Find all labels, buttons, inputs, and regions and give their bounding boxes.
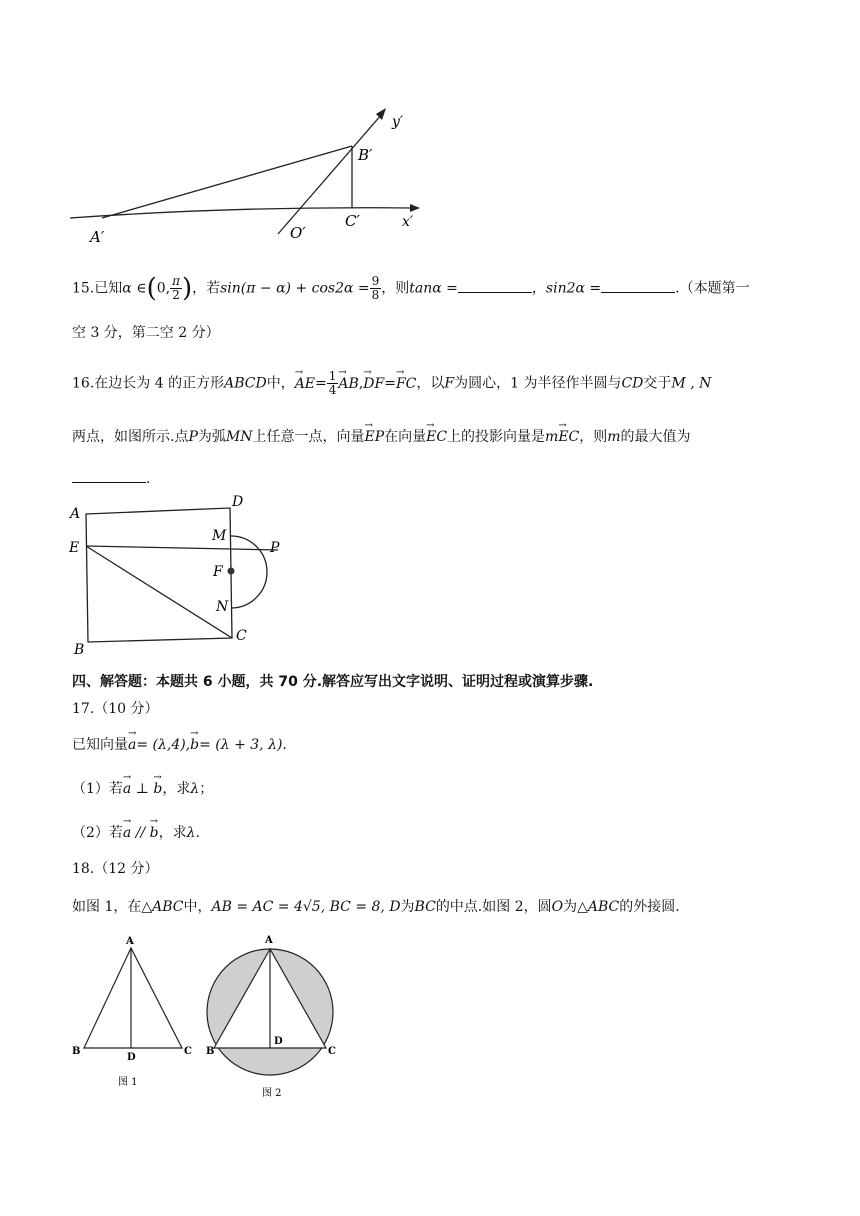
q16-l2c: 上任意一点，向量 bbox=[252, 429, 365, 445]
q17-p2-pre: （2）若 bbox=[72, 825, 123, 841]
q17-part1 bbox=[72, 780, 213, 798]
q15-alpha: α bbox=[122, 280, 132, 297]
q15-condition: sin(π − α) + cos2α = bbox=[220, 280, 370, 297]
q15-tail: .（本题第一 bbox=[675, 280, 750, 297]
segment-EP bbox=[86, 546, 278, 550]
q16-line3-end: . bbox=[146, 471, 151, 487]
figure-square bbox=[64, 490, 294, 660]
q17-given bbox=[72, 736, 287, 754]
q15-sin2: sin2α = bbox=[545, 280, 602, 297]
fig2-label-A: A bbox=[265, 935, 273, 946]
q16-vec-EP: → EP bbox=[364, 428, 384, 446]
q17-p2-end: . bbox=[195, 825, 200, 841]
q16-l2b: 为弧 bbox=[197, 429, 226, 445]
q16-l2d: 在向量 bbox=[384, 429, 427, 445]
fig2-caption: 图 2 bbox=[262, 1088, 282, 1099]
q15-prefix: 15.已知 bbox=[72, 280, 123, 297]
semicircle bbox=[231, 536, 267, 608]
q18-tri2: △ABC bbox=[577, 899, 620, 915]
fig2-label-D: D bbox=[274, 1036, 283, 1047]
figure-18 bbox=[64, 928, 364, 1103]
label-A: A′ bbox=[90, 228, 105, 246]
q18-BC: BC bbox=[414, 899, 436, 915]
q16-mid1: ，以 bbox=[416, 375, 445, 392]
q16-line2 bbox=[72, 428, 691, 446]
q18-text-e: 为 bbox=[563, 899, 578, 915]
q16-mid3: 交于 bbox=[643, 375, 672, 392]
fig2-label-B: B bbox=[206, 1046, 215, 1057]
label-B: B bbox=[74, 642, 85, 658]
y-axis bbox=[278, 114, 382, 234]
q15-pi-over-2: $\frac{\pi}{2}$ bbox=[172, 274, 180, 302]
q15-tan: tanα = bbox=[409, 280, 458, 297]
label-E: E bbox=[69, 540, 80, 556]
label-N: N bbox=[216, 599, 229, 615]
q15-nine-eighths: $\frac{9}{8}$ bbox=[371, 274, 380, 302]
q17-p2-a: → a bbox=[123, 824, 131, 842]
label-F: F bbox=[213, 564, 223, 580]
q16-m: m bbox=[545, 429, 559, 445]
label-P: P bbox=[270, 540, 280, 556]
q16-sep: , bbox=[358, 375, 364, 392]
q16-l2e: 上的投影向量是 bbox=[447, 429, 546, 445]
q16-line1 bbox=[72, 370, 711, 397]
q15-zero: 0, bbox=[156, 280, 171, 297]
q16-F: F bbox=[444, 375, 455, 392]
q18-head: 18.（12 分） bbox=[72, 861, 159, 877]
q17-p1-pre: （1）若 bbox=[72, 781, 123, 797]
x-axis-arrow bbox=[410, 204, 420, 212]
label-C: C bbox=[236, 628, 247, 644]
point-F bbox=[228, 568, 235, 575]
label-B: B′ bbox=[358, 146, 373, 164]
q15-cond-pre: ，若 bbox=[192, 280, 221, 297]
q18-text-d: 的中点.如图 2，圆 bbox=[435, 899, 552, 915]
q15-in: ∈ bbox=[136, 280, 147, 297]
q16-m2: m bbox=[607, 429, 621, 445]
q17-p1-a: → a bbox=[123, 780, 131, 798]
q17-p2-post: ，求 bbox=[158, 825, 187, 841]
fig2-label-C: C bbox=[328, 1046, 336, 1057]
q17-perp: ⊥ bbox=[135, 781, 149, 797]
q17-part2 bbox=[72, 824, 200, 842]
q16-vec-DF: → DF bbox=[363, 375, 384, 393]
q16-vec-FC: → FC bbox=[396, 375, 416, 393]
q16-l2g: 的最大值为 bbox=[620, 429, 691, 445]
q16-l2a: 两点，如图所示.点 bbox=[72, 429, 189, 445]
label-y: y′ bbox=[392, 114, 404, 130]
label-A: A bbox=[70, 506, 81, 522]
fig1-label-A: A bbox=[126, 936, 134, 947]
q16-zhong: 中， bbox=[266, 375, 295, 392]
q18-text bbox=[72, 898, 680, 916]
q15-then: ，则 bbox=[381, 280, 410, 297]
q17-a-val: = (λ,4), bbox=[136, 737, 191, 753]
fig1-caption: 图 1 bbox=[118, 1077, 138, 1088]
q16-MN: M , N bbox=[671, 375, 712, 392]
q16-blank[interactable] bbox=[72, 468, 146, 483]
q18-tri: △ABC bbox=[141, 899, 184, 915]
q16-eq: = bbox=[315, 375, 327, 392]
q16-vec-EC: → EC bbox=[426, 428, 447, 446]
q17-p2-lambda: λ bbox=[186, 825, 196, 841]
q18-O: O bbox=[551, 899, 564, 915]
q17-p1-post: ，求 bbox=[162, 781, 191, 797]
q16-l2f: ，则 bbox=[579, 429, 608, 445]
q16-P: P bbox=[188, 429, 198, 445]
q17-p1-lambda: λ bbox=[190, 781, 200, 797]
fig1-triangle bbox=[84, 948, 182, 1048]
q16-CD: CD bbox=[621, 375, 644, 392]
q17-p1-b: → b bbox=[153, 780, 162, 798]
q17-p1-end: ； bbox=[199, 781, 214, 797]
q18-cond: AB = AC = 4√5, BC = 8, D bbox=[211, 899, 401, 915]
q17-vec-a: → a bbox=[128, 736, 136, 754]
segment-AB bbox=[102, 146, 352, 218]
q16-quarter: $\frac{1}{4}$ bbox=[328, 369, 337, 397]
label-x: x′ bbox=[402, 214, 414, 230]
q18-text-c: 为 bbox=[400, 899, 415, 915]
fig1-label-B: B bbox=[72, 1046, 81, 1057]
q16-eq2: = bbox=[384, 375, 396, 392]
fig1-label-D: D bbox=[127, 1052, 136, 1063]
q17-parallel: // bbox=[135, 825, 146, 841]
label-D: D bbox=[232, 494, 244, 510]
q16-mid2: 为圆心，1 为半径作半圆与 bbox=[454, 375, 622, 392]
q15-line1: 15.已知α ∈(0, $\frac{\pi}{2}$ )，若sin(π − α) + cos2α = $\frac{9}{8}$ ，则tanα = ，sin2α = .（本题第一 bbox=[72, 273, 750, 304]
q15-comma: ， bbox=[531, 280, 546, 297]
label-C: C′ bbox=[345, 212, 360, 230]
q18-text-b: 中， bbox=[183, 899, 212, 915]
q17-vec-b: → b bbox=[190, 736, 199, 754]
label-O: O′ bbox=[290, 224, 306, 242]
square-outline bbox=[86, 508, 232, 642]
q16-vec-EC2: → EC bbox=[558, 428, 579, 446]
fig1-label-C: C bbox=[184, 1046, 192, 1057]
q17-given-text: 已知向量 bbox=[72, 737, 128, 753]
q17-b-val: = (λ + 3, λ). bbox=[199, 737, 287, 753]
q15-blank-2[interactable] bbox=[601, 278, 675, 293]
label-M: M bbox=[212, 528, 227, 544]
q16-line3 bbox=[72, 468, 150, 488]
figure-oblique-axes bbox=[60, 96, 430, 246]
q18-text-a: 如图 1，在 bbox=[72, 899, 142, 915]
q17-head: 17.（10 分） bbox=[72, 701, 159, 717]
q17-p2-b: → b bbox=[150, 824, 159, 842]
q18-text-f: 的外接圆. bbox=[619, 899, 680, 915]
q15-line2: 空 3 分，第二空 2 分） bbox=[72, 325, 220, 341]
section-heading: 四、解答题：本题共 6 小题，共 70 分.解答应写出文字说明、证明过程或演算步骤. bbox=[72, 674, 594, 690]
q15-blank-1[interactable] bbox=[458, 278, 532, 293]
q16-arc-MN: MN bbox=[225, 429, 253, 445]
q16-vec-AB: → AB bbox=[338, 375, 358, 393]
segment-EC bbox=[86, 546, 232, 638]
q16-prefix: 16.在边长为 4 的正方形 bbox=[72, 375, 225, 392]
q16-ABCD: ABCD bbox=[224, 375, 267, 392]
q16-vec-AE: → AE bbox=[295, 375, 315, 393]
